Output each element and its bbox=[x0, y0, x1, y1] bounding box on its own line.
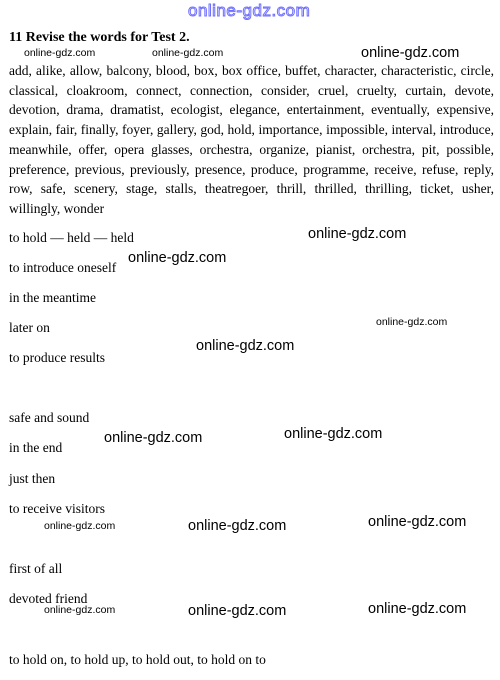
watermark: online-gdz.com bbox=[128, 250, 227, 266]
watermark: online-gdz.com bbox=[188, 518, 287, 534]
phrase-item: to introduce oneself bbox=[9, 260, 117, 275]
word-list: add, alike, allow, balcony, blood, box, box office, buffet, character, characteristic, circle, classical, cloakroom, connect, connection, consider, cruel, cruelty, curtain, devote, devotion, drama, dramatist, ecologist, elegance, entertainment, eventually, expensive, explain, fair, finally, foyer, gallery, god, hold, importance, impossible, interval, introduce, meanwhile, offer, opera glasses, orchestra, organize, pianist, orchestra, pit, possible, preference, previous, previously, presence, produce, programme, receive, refuse, reply, row, safe, scenery, stage, stalls, theatregoer, thrill, thrilled, thrilling, ticket, usher, willingly, wonder bbox=[9, 63, 494, 216]
phrase-item: first of all bbox=[9, 561, 63, 576]
watermark: online-gdz.com bbox=[368, 514, 467, 530]
watermark: online-gdz.com bbox=[376, 316, 448, 328]
phrase-item: to receive visitors bbox=[9, 501, 105, 516]
watermark: online-gdz.com bbox=[368, 601, 467, 617]
watermark: online-gdz.com bbox=[44, 520, 116, 532]
phrase-item: in the end bbox=[9, 440, 63, 455]
header-watermark: online-gdz.com bbox=[188, 1, 311, 20]
watermark: online-gdz.com bbox=[361, 45, 460, 61]
watermark: online-gdz.com bbox=[188, 603, 287, 619]
watermark: online-gdz.com bbox=[284, 426, 383, 442]
watermark: online-gdz.com bbox=[196, 338, 295, 354]
watermark: online-gdz.com bbox=[24, 47, 96, 59]
exercise-title: 11 Revise the words for Test 2. bbox=[9, 30, 190, 45]
watermark: online-gdz.com bbox=[152, 47, 224, 59]
phrase-item: devoted friend bbox=[9, 591, 88, 606]
phrase-item: to produce results bbox=[9, 350, 105, 365]
phrase-item: just then bbox=[9, 471, 56, 486]
watermark: online-gdz.com bbox=[308, 226, 407, 242]
phrase-item: to hold on, to hold up, to hold out, to hold on to bbox=[9, 652, 266, 667]
phrase-item: safe and sound bbox=[9, 410, 90, 425]
phrase-item: later on bbox=[9, 320, 50, 335]
phrase-item: in the meantime bbox=[9, 290, 96, 305]
phrase-item: to hold — held — held bbox=[9, 230, 134, 245]
watermark: online-gdz.com bbox=[44, 604, 116, 616]
watermark: online-gdz.com bbox=[104, 430, 203, 446]
